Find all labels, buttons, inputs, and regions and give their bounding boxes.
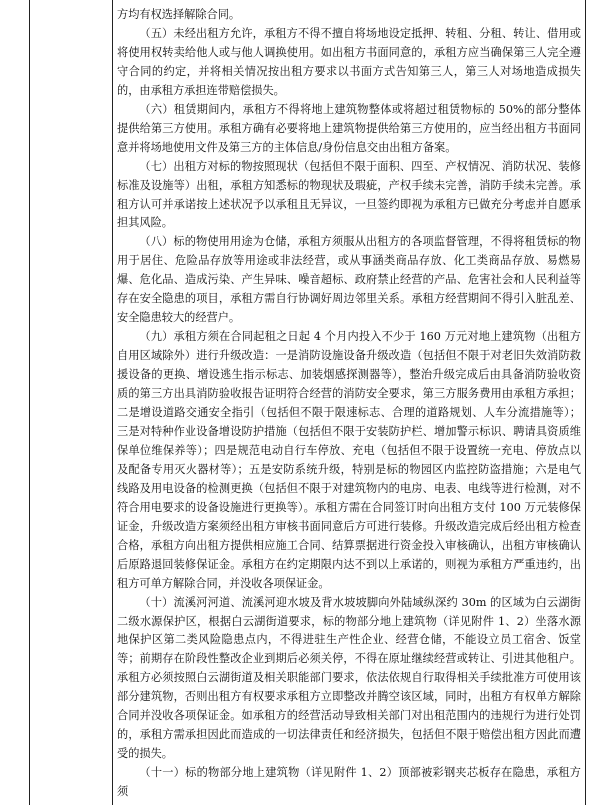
clause-9: （九）承租方须在合同起租之日起 4 个月内投入不少于 160 万元对地上建筑物（出租方自用区域除外）进行升级改造：一是消防设施设备升级改造（包括但不限于对老旧失效消防救援设备的更换、增设逃生指示标志、加装烟感探测器等），整治升级完成后由具备消防验收资质的第三方出具消防验收报告证明符合经营的消防安全要求，第三方服务费用由承租方承担；二是增设道路交通安全指引（包括但不限于限速标志、合理的道路规划、人车分流措施等）；三是对特种作业设备增设防护措施（包括但不限于安装防护栏、增加警示标识、聘请具资质维保单位维保养等）；四是规范电动自行车停放、充电（包括但不限于设置统一充电、停放点以及配备专用灭火器材等）；五是安防系统升级，特别是标的物园区内监控防盗措施；六是电气线路及用电设备的检测更换（包括但不限于对建筑物内的电房、电表、电线等进行检测，对不符合用电要求的设备设施进行更换等）。承租方需在合同签订时向出租方支付 100 万元装修保证金，升级改造方案须经出租方审核书面同意后方可进行装修。升级改造完成后经出租方检查合格，承租方向出租方提供相应施工合同、结算票据进行资金投入审核确认，出租方审核确认后原路退回装修保证金。承租方在约定期限内达不到以上承诺的，则视为承租方严重违约，出租方可单方解除合同，并没收各项保证金。: [117, 330, 581, 590]
clause-7: （七）出租方对标的物按照现状（包括但不限于面积、四至、产权情况、消防状况、装修标准及设施等）出租，承租方知悉标的物现状及瑕疵，产权手续未完善，消防手续未完善。承租方认可并承诺按上述状况予以承租且无异议，一旦签约即视为承租方已做充分考虑并自愿承担其风险。: [117, 159, 581, 230]
clause-8: （八）标的物使用用途为仓储，承租方须服从出租方的各项监督管理，不得将租赁标的物用于居住、危险品存放等用途或非法经营，或从事涵类商品存放、化工类商品存放、易燃易爆、危化品、造成污染、产生异味、噪音超标、政府禁止经营的产品、危害社会和人民利益等存在安全隐患的项目，承租方需自行协调好周边邻里关系。承租方经营期间不得引入脏乱差、安全隐患较大的经营户。: [117, 235, 581, 325]
clause-10: （十）流溪河河道、流溪河迎水坡及背水坡坡脚向外陆域纵深约 30m 的区域为白云湖街二级水源保护区，根据白云湖街道要求，标的物部分地上建筑物（详见附件 1、2）坐落水源地保护区第二类风险隐患点内，不得进驻生产性企业、经营仓储，不能设立员工宿舍、饭堂等；前期存在阶段性整改企业到期后必须关停，不得在原址继续经营或转让、引进其他租户。承租方必须按照白云湖街道及相关职能部门要求，依法依规自行取得相关手续批准方可使用该部分建筑物，否则出租方有权要求承租方立即整改并腾空该区域，同时，出租方有权单方解除合同并没收各项保证金。如承租方的经营活动导致相关部门对出租范围内的违规行为进行处罚的，承租方需承担因此而造成的一切法律责任和经济损失，包括但不限于赔偿出租方因此而遭受的损失。: [117, 595, 581, 761]
table-column-divider: [112, 0, 113, 805]
contract-clauses: [117, 6, 581, 802]
clause-6: （六）租赁期间内，承租方不得将地上建筑物整体或将超过租赁物标的 50%的部分整体提供给第三方使用。承租方确有必要将地上建筑物提供给第三方使用的，应当经出租方书面同意并将场地使用文件及第三方的主体信息/身份信息交由出租方备案。: [117, 102, 581, 154]
clause-11: （十一）标的物部分地上建筑物（详见附件 1、2）顶部被彩钢夹芯板存在隐患，承租方须: [117, 766, 581, 799]
table-border-left: [29, 0, 30, 805]
table-border-right: [585, 0, 586, 805]
clause-5: （五）未经出租方允许，承租方不得不擅自将场地设定抵押、转租、分租、转让、借用或将使用权转卖给他人或与他人调换使用。如出租方书面同意的，承租方应当确保第三人完全遵守合同的约定，并将相关情况按出租方要求以书面方式告知第三人，第三人对场地造成损失的，由承租方承担连带赔偿损失。: [117, 26, 581, 97]
clause-continuation: 方均有权选择解除合同。: [117, 8, 241, 21]
